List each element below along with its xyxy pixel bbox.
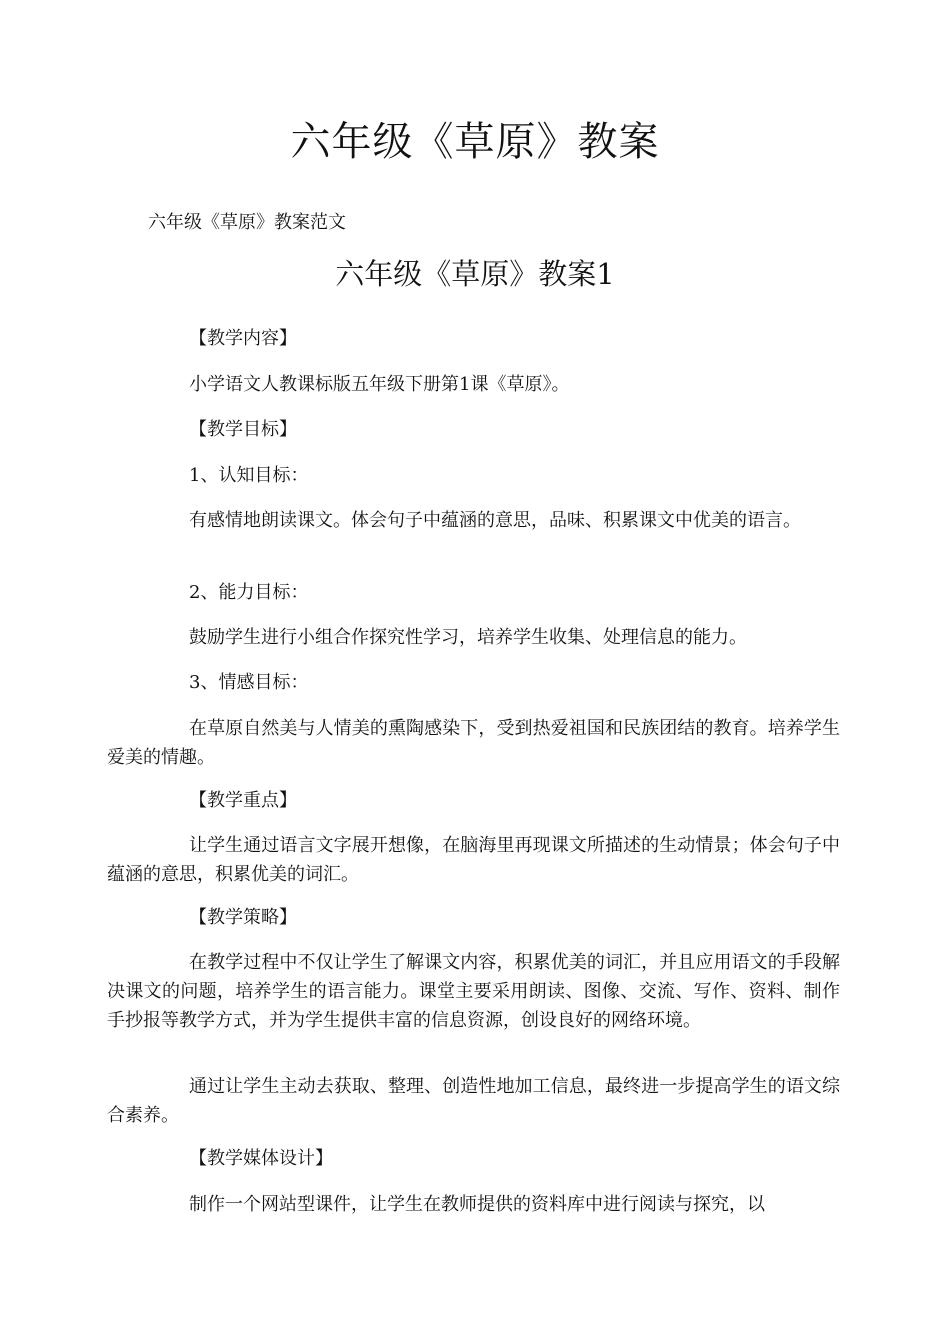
section-title: 六年级《草原》教案1 bbox=[335, 257, 615, 291]
paragraph-teaching-focus: 让学生通过语言文字展开想像，在脑海里再现课文所描述的生动情景；体会句子中蕴涵的意思，积累优美的词汇。 bbox=[107, 835, 840, 885]
paragraph-media-design: 制作一个网站型课件，让学生在教师提供的资料库中进行阅读与探究，以 bbox=[189, 1194, 765, 1215]
paragraph-teaching-strategy: 在教学过程中不仅让学生了解课文内容，积累优美的词汇，并且应用语文的手段解决课文的问题，培养学生的语言能力。课堂主要采用朗读、图像、交流、写作、资料、制作手抄报等教学方式，并为学生提供丰富的信息资源，创设良好的网络环境。 bbox=[107, 952, 840, 1031]
document-title: 六年级《草原》教案 bbox=[290, 119, 660, 165]
paragraph-cognitive-goal: 有感情地朗读课文。体会句子中蕴涵的意思，品味、积累课文中优美的语言。 bbox=[189, 510, 801, 531]
subheading-cognitive-goal: 1、认知目标： bbox=[189, 465, 309, 486]
heading-teaching-goals: 【教学目标】 bbox=[189, 419, 297, 440]
heading-media-design: 【教学媒体设计】 bbox=[189, 1148, 333, 1169]
paragraph-ability-goal: 鼓励学生进行小组合作探究性学习，培养学生收集、处理信息的能力。 bbox=[189, 627, 747, 648]
document-subtitle: 六年级《草原》教案范文 bbox=[148, 212, 346, 233]
paragraph-content: 小学语文人教课标版五年级下册第1课《草原》。 bbox=[189, 374, 570, 395]
paragraph-strategy-goal: 通过让学生主动去获取、整理、创造性地加工信息，最终进一步提高学生的语文综合素养。 bbox=[107, 1076, 840, 1126]
heading-teaching-content: 【教学内容】 bbox=[189, 328, 297, 349]
paragraph-emotion-goal: 在草原自然美与人情美的熏陶感染下，受到热爱祖国和民族团结的教育。培养学生爱美的情趣。 bbox=[107, 718, 840, 768]
heading-teaching-focus: 【教学重点】 bbox=[189, 790, 297, 811]
subheading-ability-goal: 2、能力目标： bbox=[189, 582, 309, 603]
heading-teaching-strategy: 【教学策略】 bbox=[189, 907, 297, 928]
subheading-emotion-goal: 3、情感目标： bbox=[189, 672, 309, 693]
